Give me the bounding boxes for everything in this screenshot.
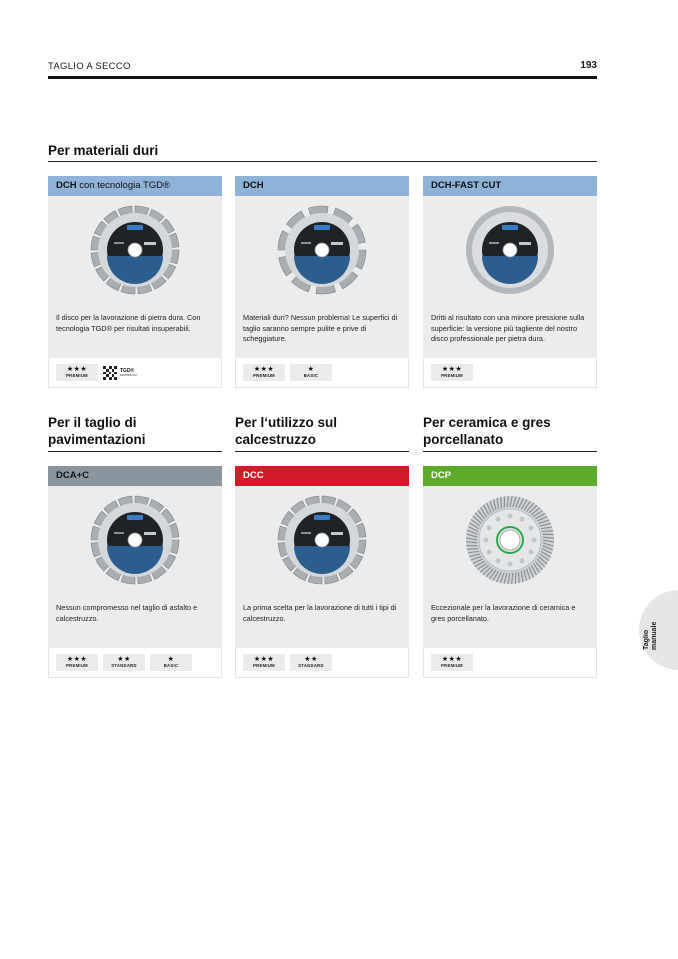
diamond-disc-image <box>235 486 409 596</box>
rating-badge: ★★ STANDARD <box>290 654 332 671</box>
section-title-ceramic: Per ceramica e gres porcellanato <box>423 415 551 447</box>
rating-row <box>423 648 597 678</box>
rating-badge: ★★★ PREMIUM <box>431 654 473 671</box>
chapter-side-tab[interactable] <box>639 590 678 670</box>
section-title-paving: Per il taglio di pavimentazioni <box>48 415 146 447</box>
rating-badge: ★★★ PREMIUM <box>243 364 285 381</box>
card-header: DCH <box>235 176 409 196</box>
diamond-disc-image <box>48 486 222 596</box>
rating-badge: ★ BASIC <box>290 364 332 381</box>
card-header: DCA+C <box>48 466 222 486</box>
rating-badge: ★★★ PREMIUM <box>56 654 98 671</box>
card-description: Il disco per la lavorazione di pietra dura. Con tecnologia TGD® per risultati insuperabili. <box>56 313 201 333</box>
card-header: DCH con tecnologia TGD® <box>48 176 222 196</box>
rating-badge: ★★ STANDARD <box>103 654 145 671</box>
tgd-badge: TGD® TECHNOLOGY <box>103 364 138 381</box>
rating-row <box>235 358 409 388</box>
diamond-disc-image <box>48 196 222 306</box>
tgd-pattern-icon <box>103 366 117 380</box>
rating-badge: ★★★ PREMIUM <box>243 654 285 671</box>
section-rule <box>48 161 597 162</box>
section-title-concrete: Per l‘utilizzo sul calcestruzzo <box>235 415 338 447</box>
section-rule <box>235 451 409 452</box>
product-card-dch-fast-cut[interactable] <box>423 176 597 388</box>
product-card-dca-c[interactable] <box>48 466 222 678</box>
rating-row <box>48 358 222 388</box>
section-rule <box>48 451 222 452</box>
rating-row <box>48 648 222 678</box>
running-header: TAGLIO A SECCO <box>48 61 131 72</box>
product-card-dcp[interactable] <box>423 466 597 678</box>
rating-row <box>423 358 597 388</box>
diamond-disc-image <box>235 196 409 306</box>
card-description: Eccezionale per la lavorazione di ceramica e gres porcellanato. <box>431 603 576 623</box>
diamond-disc-image <box>423 486 597 596</box>
header-rule <box>48 76 597 79</box>
product-card-dch[interactable] <box>235 176 409 388</box>
card-description: Materiali duri? Nessun problema! Le superfici di taglio saranno sempre pulite e prive di scheggiature. <box>243 313 398 343</box>
section-rule <box>423 451 597 452</box>
rating-badge: ★★★ PREMIUM <box>431 364 473 381</box>
section-title-hard-materials: Per materiali duri <box>48 143 159 158</box>
product-card-dcc[interactable] <box>235 466 409 678</box>
product-card-dch-tgd[interactable] <box>48 176 222 388</box>
card-description: La prima scelta per la lavorazione di tutti i tipi di calcestruzzo. <box>243 603 397 623</box>
card-header: DCP <box>423 466 597 486</box>
chapter-side-tab-label: Taglio manuale <box>643 621 658 650</box>
card-header: DCH-FAST CUT <box>423 176 597 196</box>
card-description: Nessun compromesso nel taglio di asfalto e calcestruzzo. <box>56 603 198 623</box>
rating-badge: ★★★ PREMIUM <box>56 364 98 381</box>
page-number: 193 <box>580 60 597 71</box>
rating-row <box>235 648 409 678</box>
card-description: Dritti al risultato con una minore pressione sulla superficie: la versione più tagliente del nostro disco professionale per pietra dura. <box>431 313 585 343</box>
card-header: DCC <box>235 466 409 486</box>
rating-badge: ★ BASIC <box>150 654 192 671</box>
diamond-disc-image <box>423 196 597 306</box>
